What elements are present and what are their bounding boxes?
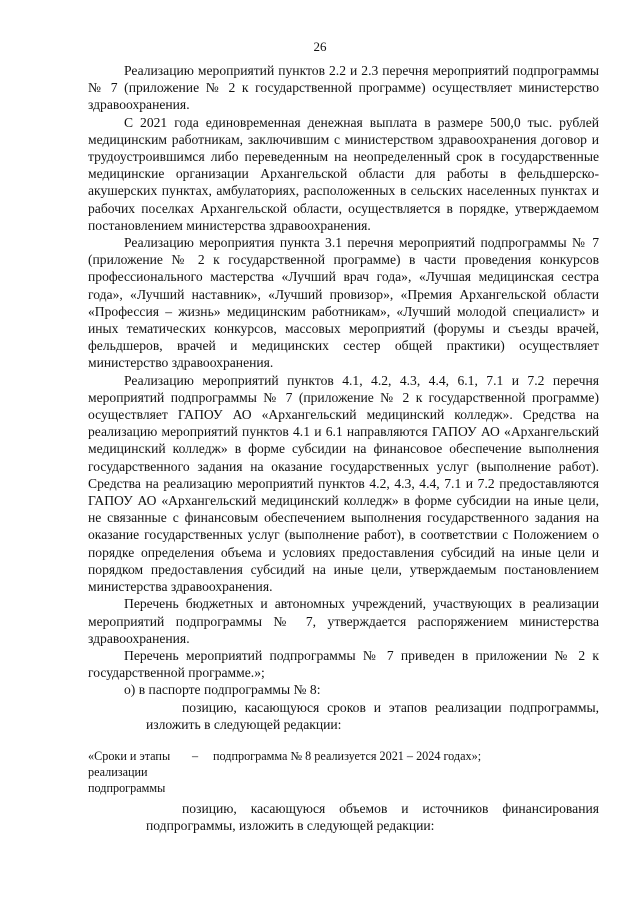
page-number: 26	[313, 39, 327, 54]
paragraph: Перечень бюджетных и автономных учреждений, участвующих в реализации мероприятий подпрограммы № 7, утверждается распоряжением министерства здравоохранения.	[88, 596, 599, 646]
table-label-cell: «Сроки и этапы реализации подпрограммы	[88, 749, 171, 795]
paragraph: о) в паспорте подпрограммы № 8:	[124, 682, 321, 698]
paragraph: Реализацию мероприятий пунктов 4.1, 4.2, 4.3, 4.4, 6.1, 7.1 и 7.2 перечня мероприятий подпрограммы № 7 (приложение № 2 к государственной программе) осуществляет ГАПОУ АО «Архангельский медицинский колледж». Средства на реализацию мероприятий пунктов 4.1 и 6.1 направляются ГАПОУ АО «Архангельский медицинский колледж» в форме субсидии на финансовое обеспечение выполнения государственного задания на оказание государственных услуг (выполнение работ). Средства на реализацию мероприятий пунктов 4.2, 4.3, 4.4, 7.1 и 7.2 предоставляются ГАПОУ АО «Архангельский медицинский колледж» в форме субсидии на иные цели, не связанные с финансовым обеспечением выполнения государственного задания на оказание государственных услуг (выполнение работ), в соответствии с Положением о порядке определения объема и условиях предоставления субсидий на иные цели и порядком предоставления субсидий на иные цели, утверждаемым постановлением министерства здравоохранения.	[88, 372, 599, 595]
paragraph: Перечень мероприятий подпрограммы № 7 приведен в приложении № 2 к государственной программе.»;	[88, 647, 599, 681]
document-body	[88, 62, 599, 733]
paragraph: Реализацию мероприятий пунктов 2.2 и 2.3 перечня мероприятий подпрограммы № 7 (приложение № 2 к государственной программе) осуществляет министерство здравоохранения.	[88, 63, 599, 113]
paragraph: позицию, касающуюся объемов и источников финансирования подпрограммы, изложить в следующей редакции:	[146, 801, 599, 834]
paragraph: позицию, касающуюся сроков и этапов реализации подпрограммы, изложить в следующей редакции:	[146, 699, 599, 732]
paragraph: Реализацию мероприятия пункта 3.1 перечня мероприятий подпрограммы № 7 (приложение № 2 к государственной программе) в части проведения конкурсов профессионального мастерства «Лучший врач года», «Лучшая медицинская сестра года», «Лучший наставник», «Лучший провизор», «Премия Архангельской области «Профессия – жизнь» медицинским работникам», «Лучший молодой специалист» и иных тематических конкурсов, массовых мероприятий (форумы и съезды врачей, фельдшеров, врачей и медицинских сестер общей практики) осуществляет министерство здравоохранения.	[88, 235, 599, 371]
closing-section	[88, 800, 599, 834]
table-value-cell: подпрограмма № 8 реализуется 2021 – 2024 годах»;	[213, 749, 482, 763]
table-dash: –	[192, 749, 199, 763]
paragraph: С 2021 года единовременная денежная выплата в размере 500,0 тыс. рублей медицинским работникам, заключившим с министерством здравоохранения договор и трудоустроившимся либо переведенным на неопределенный срок в государственные медицинские организации Архангельской области для работы в фельдшерско-акушерских пунктах, амбулаториях, расположенных в сельских населенных пунктах и рабочих поселках Архангельской области, осуществляется в порядке, утверждаемом постановлением министерства здравоохранения.	[88, 114, 599, 233]
